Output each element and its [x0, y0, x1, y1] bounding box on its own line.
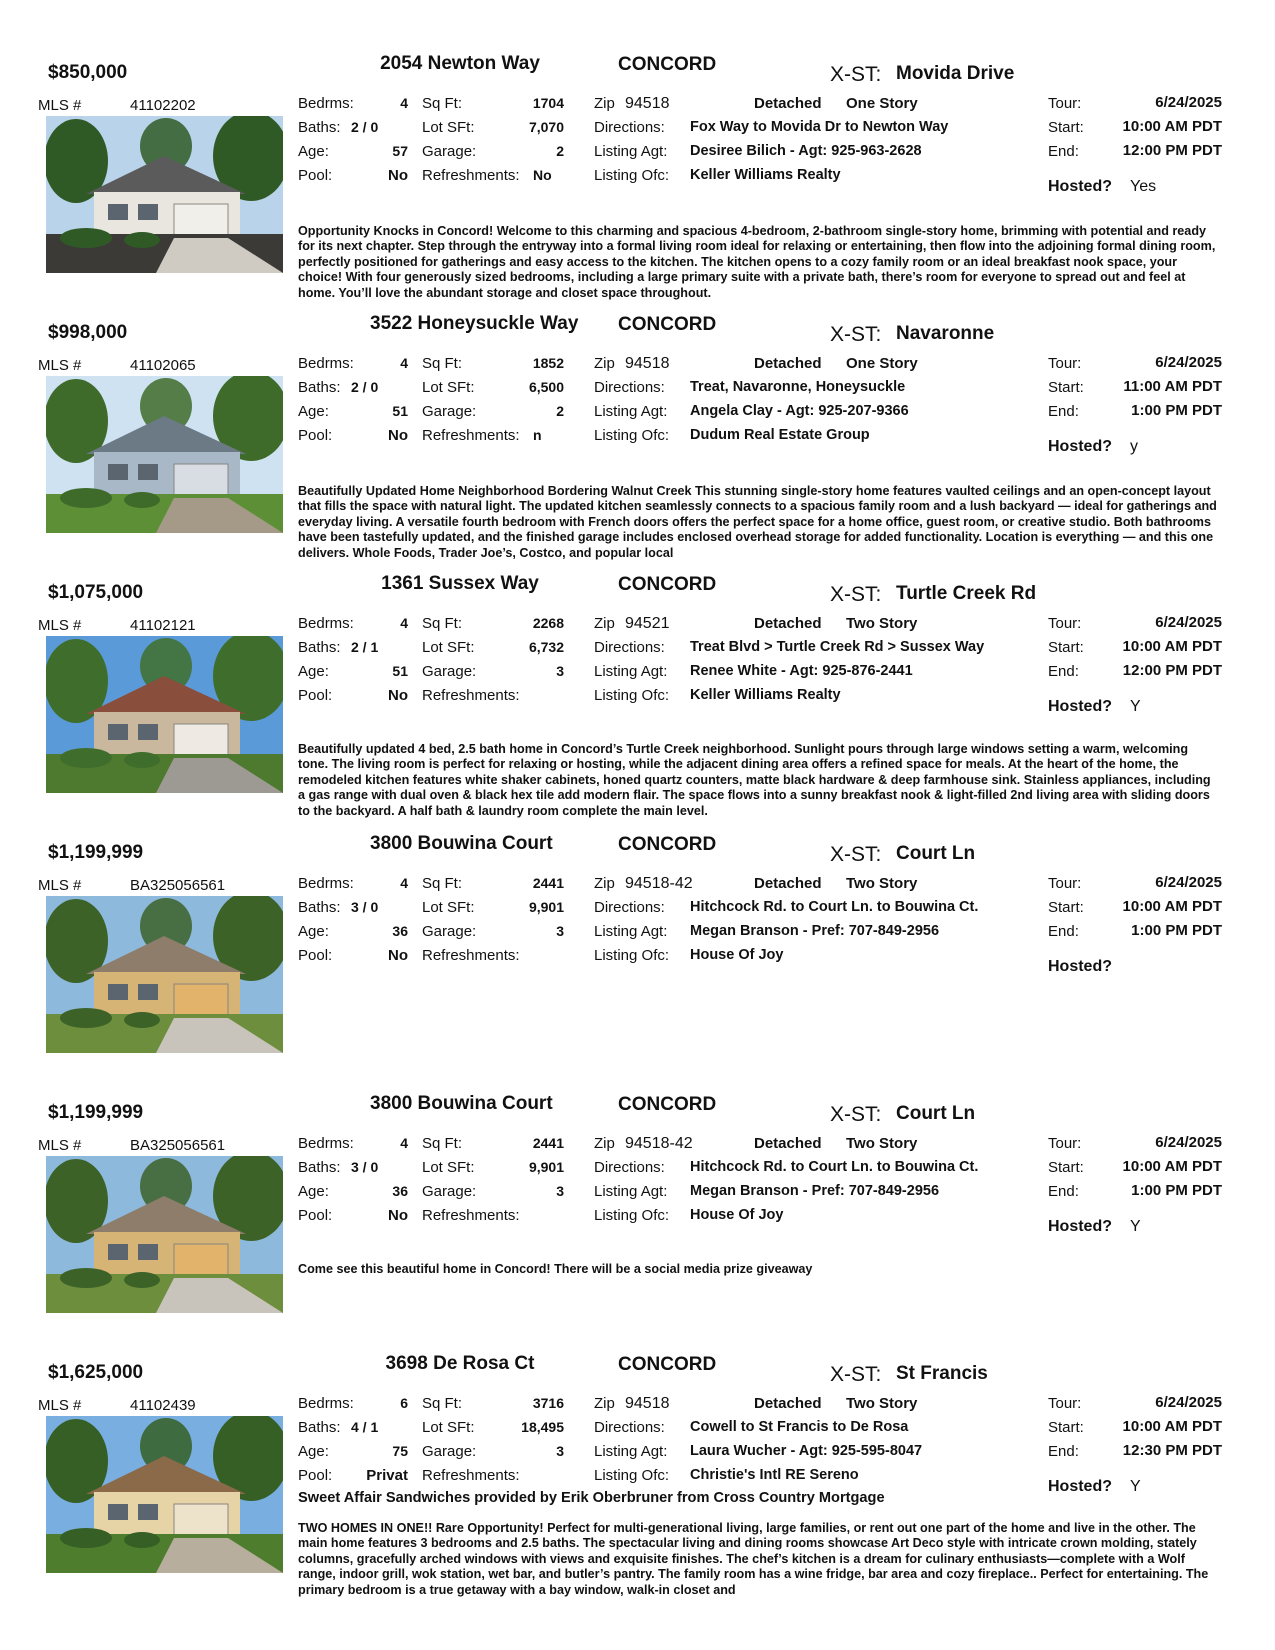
listing-price: $850,000 [48, 62, 128, 83]
pool-label: Pool: [298, 1207, 333, 1224]
bedrooms-value: 4 [400, 355, 408, 371]
zip-value: 94518 [625, 1395, 670, 1412]
listing [0, 48, 1275, 306]
baths-value: 2 / 0 [351, 379, 379, 395]
directions-label: Directions: [594, 119, 665, 136]
refreshments-label: Refreshments: [422, 1467, 520, 1484]
tour-label: Tour: [1048, 95, 1082, 112]
start-label: Start: [1048, 119, 1084, 136]
directions-label: Directions: [594, 899, 665, 916]
sqft-label: Sq Ft: [422, 355, 463, 372]
property-type: Detached [754, 1395, 822, 1412]
listing-office-value: Dudum Real Estate Group [690, 427, 870, 443]
property-type: Detached [754, 875, 822, 892]
hosted-label: Hosted? [1048, 698, 1112, 715]
listing-city: CONCORD [618, 1094, 717, 1115]
listing-agent-value: Laura Wucher - Agt: 925-595-8047 [690, 1443, 923, 1459]
listing [0, 1088, 1275, 1346]
cross-street: Movida Drive [896, 63, 1015, 84]
sqft-label: Sq Ft: [422, 875, 463, 892]
pool-value: No [388, 167, 408, 184]
bedrooms-value: 4 [400, 875, 408, 891]
cross-street: St Francis [896, 1363, 988, 1384]
listing-description: TWO HOMES IN ONE!! Rare Opportunity! Perfect for multi-generational living, large families, or rent out one part of the home and live in the other. The main home features 3 bedrooms and 2.5 baths. The spectacular living and dining rooms showcase Art Deco style with intricate crown molding, stately columns, gracefully arched windows with views and exquisite finishes. The chef’s kitchen is a dream for culinary enthusiasts—complete with a Wolf range, indoor grill, wok station, wet bar, and butler’s pantry. The family room has a wine fridge, bar area and cozy fireplace.. Perfect for entertaining. The primary bedroom is a true getaway with a bay window, walk-in closet and [298, 1521, 1209, 1597]
cross-street-label: X-ST: [830, 583, 882, 606]
refreshments-label: Refreshments: [422, 427, 520, 444]
age-label: Age: [298, 403, 329, 420]
tour-label: Tour: [1048, 1135, 1082, 1152]
house-photo [46, 1156, 283, 1313]
hosted-value: Y [1130, 698, 1141, 715]
refreshments-value: No [533, 167, 552, 183]
pool-label: Pool: [298, 427, 333, 444]
sqft-value: 1704 [532, 95, 564, 111]
refreshments-label: Refreshments: [422, 167, 520, 184]
pool-value: No [388, 687, 408, 704]
listing-office-label: Listing Ofc: [594, 167, 670, 184]
listing-agent-value: Desiree Bilich - Agt: 925-963-2628 [690, 143, 922, 159]
pool-value: No [388, 427, 408, 444]
lot-sft-value: 18,495 [521, 1419, 564, 1435]
pool-value: No [388, 947, 408, 964]
listing-office-label: Listing Ofc: [594, 427, 670, 444]
tour-date: 6/24/2025 [1155, 874, 1222, 891]
lot-sft-value: 9,901 [528, 1159, 564, 1175]
hosted-label: Hosted? [1048, 178, 1112, 195]
pool-label: Pool: [298, 167, 333, 184]
listing [0, 308, 1275, 566]
baths-label: Baths: [298, 899, 341, 916]
listing-agent-value: Megan Branson - Pref: 707-849-2956 [690, 923, 940, 939]
listing-address: 3698 De Rosa Ct [385, 1353, 535, 1374]
garage-label: Garage: [422, 923, 477, 940]
garage-label: Garage: [422, 143, 477, 160]
start-time: 10:00 AM PDT [1122, 1158, 1222, 1175]
baths-label: Baths: [298, 119, 341, 136]
pool-label: Pool: [298, 1467, 333, 1484]
start-time: 10:00 AM PDT [1122, 638, 1222, 655]
baths-value: 2 / 1 [351, 639, 379, 655]
mls-number: BA325056561 [130, 877, 226, 894]
directions-value: Hitchcock Rd. to Court Ln. to Bouwina Ct. [690, 899, 979, 915]
listing-description: Come see this beautiful home in Concord! There will be a social media prize giveaway [298, 1262, 813, 1276]
listing-agent-label: Listing Agt: [594, 923, 668, 940]
age-value: 57 [392, 143, 408, 159]
end-time: 12:00 PM PDT [1122, 662, 1222, 679]
listing-agent-value: Angela Clay - Agt: 925-207-9366 [690, 403, 909, 419]
sqft-value: 2441 [532, 875, 564, 891]
house-photo [46, 376, 283, 533]
lot-sft-label: Lot SFt: [422, 379, 475, 396]
listing-agent-label: Listing Agt: [594, 1443, 668, 1460]
tour-label: Tour: [1048, 615, 1082, 632]
lot-sft-label: Lot SFt: [422, 119, 475, 136]
listing-city: CONCORD [618, 54, 717, 75]
listing-address: 3522 Honeysuckle Way [370, 313, 579, 334]
listing-office-value: Christie's Intl RE Sereno [690, 1467, 859, 1483]
baths-label: Baths: [298, 1159, 341, 1176]
listing-city: CONCORD [618, 1354, 717, 1375]
lot-sft-value: 6,500 [528, 379, 564, 395]
listing-office-label: Listing Ofc: [594, 1467, 670, 1484]
age-label: Age: [298, 923, 329, 940]
mls-number: 41102439 [130, 1397, 196, 1414]
zip-label: Zip [594, 1395, 615, 1412]
pool-value: Privat [366, 1467, 408, 1484]
listing-price: $1,199,999 [48, 842, 144, 863]
property-style: Two Story [846, 615, 918, 632]
lot-sft-label: Lot SFt: [422, 1419, 475, 1436]
end-label: End: [1048, 923, 1079, 940]
cross-street: Navaronne [896, 323, 995, 344]
end-label: End: [1048, 1443, 1079, 1460]
directions-value: Hitchcock Rd. to Court Ln. to Bouwina Ct. [690, 1159, 979, 1175]
age-value: 36 [392, 1183, 408, 1199]
property-style: One Story [846, 355, 918, 372]
start-time: 10:00 AM PDT [1122, 118, 1222, 135]
zip-value: 94518-42 [625, 1135, 693, 1152]
sqft-label: Sq Ft: [422, 1395, 463, 1412]
bedrooms-label: Bedrms: [298, 95, 354, 112]
baths-value: 2 / 0 [351, 119, 379, 135]
lot-sft-value: 6,732 [528, 639, 564, 655]
baths-value: 3 / 0 [351, 899, 379, 915]
hosted-value: Y [1130, 1218, 1141, 1235]
bedrooms-value: 6 [400, 1395, 408, 1411]
pool-value: No [388, 1207, 408, 1224]
hosted-label: Hosted? [1048, 1478, 1112, 1495]
garage-value: 3 [556, 1183, 564, 1199]
directions-label: Directions: [594, 639, 665, 656]
start-label: Start: [1048, 1419, 1084, 1436]
listing-office-label: Listing Ofc: [594, 947, 670, 964]
listing [0, 568, 1275, 826]
zip-value: 94518 [625, 355, 670, 372]
start-time: 11:00 AM PDT [1123, 378, 1222, 395]
refreshments-label: Refreshments: [422, 947, 520, 964]
pool-label: Pool: [298, 947, 333, 964]
property-style: Two Story [846, 1395, 918, 1412]
zip-label: Zip [594, 875, 615, 892]
end-time: 12:30 PM PDT [1122, 1442, 1222, 1459]
cross-street: Court Ln [896, 1103, 976, 1124]
sqft-value: 2268 [532, 615, 564, 631]
start-time: 10:00 AM PDT [1122, 1418, 1222, 1435]
listing-address: 3800 Bouwina Court [370, 1093, 553, 1114]
sqft-value: 3716 [532, 1395, 564, 1411]
listing-city: CONCORD [618, 834, 717, 855]
garage-label: Garage: [422, 663, 477, 680]
house-photo [46, 636, 283, 793]
age-value: 51 [392, 403, 408, 419]
tour-label: Tour: [1048, 355, 1082, 372]
tour-date: 6/24/2025 [1155, 354, 1222, 371]
mls-label: MLS # [38, 97, 82, 114]
mls-label: MLS # [38, 1137, 82, 1154]
pool-label: Pool: [298, 687, 333, 704]
garage-value: 3 [556, 923, 564, 939]
lot-sft-value: 9,901 [528, 899, 564, 915]
bedrooms-value: 4 [400, 95, 408, 111]
tour-date: 6/24/2025 [1155, 94, 1222, 111]
age-value: 36 [392, 923, 408, 939]
sqft-label: Sq Ft: [422, 1135, 463, 1152]
start-label: Start: [1048, 379, 1084, 396]
garage-value: 3 [556, 663, 564, 679]
property-type: Detached [754, 355, 822, 372]
end-label: End: [1048, 1183, 1079, 1200]
listing [0, 828, 1275, 1086]
age-value: 51 [392, 663, 408, 679]
mls-number: BA325056561 [130, 1137, 226, 1154]
house-photo [46, 116, 283, 273]
garage-value: 2 [556, 403, 564, 419]
sqft-label: Sq Ft: [422, 615, 463, 632]
hosted-value: y [1130, 438, 1138, 455]
start-time: 10:00 AM PDT [1122, 898, 1222, 915]
age-value: 75 [392, 1443, 408, 1459]
cross-street-label: X-ST: [830, 63, 882, 86]
listing-price: $998,000 [48, 322, 128, 343]
sqft-value: 2441 [532, 1135, 564, 1151]
zip-label: Zip [594, 615, 615, 632]
property-style: Two Story [846, 875, 918, 892]
sqft-label: Sq Ft: [422, 95, 463, 112]
house-photo [46, 1416, 283, 1573]
listing-agent-label: Listing Agt: [594, 663, 668, 680]
listing-office-value: Keller Williams Realty [690, 167, 841, 183]
directions-value: Fox Way to Movida Dr to Newton Way [690, 119, 949, 135]
hosted-value: Y [1130, 1478, 1141, 1495]
hosted-value: Yes [1130, 178, 1157, 195]
mls-number: 41102202 [130, 97, 196, 114]
property-type: Detached [754, 95, 822, 112]
directions-value: Treat, Navaronne, Honeysuckle [690, 379, 906, 395]
cross-street: Turtle Creek Rd [896, 583, 1037, 604]
listing-description: Beautifully updated 4 bed, 2.5 bath home in Concord’s Turtle Creek neighborhood. Sunlight pours through large windows setting a warm, welcoming tone. The living room is perfect for relaxing or hosting, while the adjacent dining area offers a refined space for meals. At the heart of the home, the remodeled kitchen features white shaker cabinets, honed quartz counters, matte black hardware & deep farmhouse sink. Stainless appliances, including a gas range with dual oven & black hex tile add modern flair. The space flows into a sunny breakfast nook & light-filled 2nd living area with sliding doors to the backyard. A half bath & laundry room complete the main level. [298, 742, 1211, 818]
tour-date: 6/24/2025 [1155, 1134, 1222, 1151]
house-photo [46, 896, 283, 1053]
age-label: Age: [298, 1183, 329, 1200]
listing-description: Opportunity Knocks in Concord! Welcome to this charming and spacious 4-bedroom, 2-bathroom single-story home, brimming with potential and ready for its next chapter. Step through the entryway into a formal living room ideal for relaxing or entertaining, then flow into the adjoining formal dining room, perfectly positioned for gatherings and easy access to the kitchen. The kitchen opens to a cozy family room or an ideal breakfast nook space, your choice! With four generously sized bedrooms, including a large primary suite with a private bath, there’s room for everyone to spread out and feel at home. You’ll love the abundant storage and closet space throughout. [298, 224, 1216, 300]
listing-city: CONCORD [618, 574, 717, 595]
end-label: End: [1048, 663, 1079, 680]
bedrooms-label: Bedrms: [298, 1395, 354, 1412]
mls-number: 41102121 [130, 617, 196, 634]
listing-agent-label: Listing Agt: [594, 1183, 668, 1200]
bedrooms-label: Bedrms: [298, 1135, 354, 1152]
mls-label: MLS # [38, 877, 82, 894]
start-label: Start: [1048, 639, 1084, 656]
listing-agent-label: Listing Agt: [594, 143, 668, 160]
directions-value: Treat Blvd > Turtle Creek Rd > Sussex Way [690, 639, 985, 655]
end-label: End: [1048, 403, 1079, 420]
lot-sft-label: Lot SFt: [422, 899, 475, 916]
listing-address: 3800 Bouwina Court [370, 833, 553, 854]
property-style: Two Story [846, 1135, 918, 1152]
refreshments-value: n [533, 427, 542, 443]
mls-number: 41102065 [130, 357, 196, 374]
garage-label: Garage: [422, 403, 477, 420]
cross-street-label: X-ST: [830, 1363, 882, 1386]
listing-address: 2054 Newton Way [380, 53, 540, 74]
bedrooms-value: 4 [400, 1135, 408, 1151]
listing-agent-label: Listing Agt: [594, 403, 668, 420]
bedrooms-label: Bedrms: [298, 875, 354, 892]
baths-label: Baths: [298, 639, 341, 656]
listing-price: $1,075,000 [48, 582, 144, 603]
property-type: Detached [754, 615, 822, 632]
bedrooms-value: 4 [400, 615, 408, 631]
zip-label: Zip [594, 95, 615, 112]
age-label: Age: [298, 1443, 329, 1460]
directions-label: Directions: [594, 1419, 665, 1436]
zip-label: Zip [594, 355, 615, 372]
lot-sft-value: 7,070 [528, 119, 564, 135]
start-label: Start: [1048, 899, 1084, 916]
directions-value: Cowell to St Francis to De Rosa [690, 1419, 909, 1435]
garage-value: 2 [556, 143, 564, 159]
listing-office-value: Keller Williams Realty [690, 687, 841, 703]
age-label: Age: [298, 663, 329, 680]
listing-office-value: House Of Joy [690, 1207, 784, 1223]
zip-value: 94518-42 [625, 875, 693, 892]
listing-description: Beautifully Updated Home Neighborhood Bordering Walnut Creek This stunning single-story home features vaulted ceilings and an open-concept layout that fills the space with natural light. The updated kitchen seamlessly connects to a spacious family room and a lush backyard — ideal for gatherings and everyday living. A versatile fourth bedroom with French doors offers the perfect space for a home office, guest room, or creative studio. Both bathrooms have been tastefully updated, and the finished garage includes enclosed overhead storage for added functionality. Location is everything — and this one delivers. Whole Foods, Trader Joe’s, Costco, and popular local [298, 484, 1217, 560]
directions-label: Directions: [594, 1159, 665, 1176]
listing-office-label: Listing Ofc: [594, 687, 670, 704]
refreshment-note: Sweet Affair Sandwiches provided by Erik Oberbruner from Cross Country Mortgage [298, 1490, 885, 1506]
end-time: 1:00 PM PDT [1131, 1182, 1222, 1199]
mls-label: MLS # [38, 357, 82, 374]
listing-price: $1,625,000 [48, 1362, 144, 1383]
baths-value: 4 / 1 [351, 1419, 379, 1435]
listing-price: $1,199,999 [48, 1102, 144, 1123]
lot-sft-label: Lot SFt: [422, 639, 475, 656]
lot-sft-label: Lot SFt: [422, 1159, 475, 1176]
cross-street: Court Ln [896, 843, 976, 864]
zip-value: 94518 [625, 95, 670, 112]
garage-value: 3 [556, 1443, 564, 1459]
baths-label: Baths: [298, 1419, 341, 1436]
cross-street-label: X-ST: [830, 1103, 882, 1126]
end-time: 1:00 PM PDT [1131, 922, 1222, 939]
start-label: Start: [1048, 1159, 1084, 1176]
bedrooms-label: Bedrms: [298, 615, 354, 632]
directions-label: Directions: [594, 379, 665, 396]
refreshments-label: Refreshments: [422, 1207, 520, 1224]
zip-label: Zip [594, 1135, 615, 1152]
end-time: 1:00 PM PDT [1131, 402, 1222, 419]
sqft-value: 1852 [532, 355, 564, 371]
age-label: Age: [298, 143, 329, 160]
cross-street-label: X-ST: [830, 323, 882, 346]
bedrooms-label: Bedrms: [298, 355, 354, 372]
tour-label: Tour: [1048, 1395, 1082, 1412]
garage-label: Garage: [422, 1183, 477, 1200]
tour-date: 6/24/2025 [1155, 1394, 1222, 1411]
listing-city: CONCORD [618, 314, 717, 335]
hosted-label: Hosted? [1048, 958, 1112, 975]
property-style: One Story [846, 95, 918, 112]
listing-agent-value: Megan Branson - Pref: 707-849-2956 [690, 1183, 940, 1199]
refreshments-label: Refreshments: [422, 687, 520, 704]
mls-label: MLS # [38, 617, 82, 634]
garage-label: Garage: [422, 1443, 477, 1460]
baths-value: 3 / 0 [351, 1159, 379, 1175]
zip-value: 94521 [625, 615, 670, 632]
baths-label: Baths: [298, 379, 341, 396]
cross-street-label: X-ST: [830, 843, 882, 866]
tour-label: Tour: [1048, 875, 1082, 892]
mls-label: MLS # [38, 1397, 82, 1414]
listing-office-label: Listing Ofc: [594, 1207, 670, 1224]
listing-office-value: House Of Joy [690, 947, 784, 963]
listing-address: 1361 Sussex Way [381, 573, 539, 594]
end-time: 12:00 PM PDT [1122, 142, 1222, 159]
tour-date: 6/24/2025 [1155, 614, 1222, 631]
end-label: End: [1048, 143, 1079, 160]
property-type: Detached [754, 1135, 822, 1152]
hosted-label: Hosted? [1048, 438, 1112, 455]
listing-agent-value: Renee White - Agt: 925-876-2441 [690, 663, 913, 679]
listing [0, 1348, 1275, 1606]
hosted-label: Hosted? [1048, 1218, 1112, 1235]
